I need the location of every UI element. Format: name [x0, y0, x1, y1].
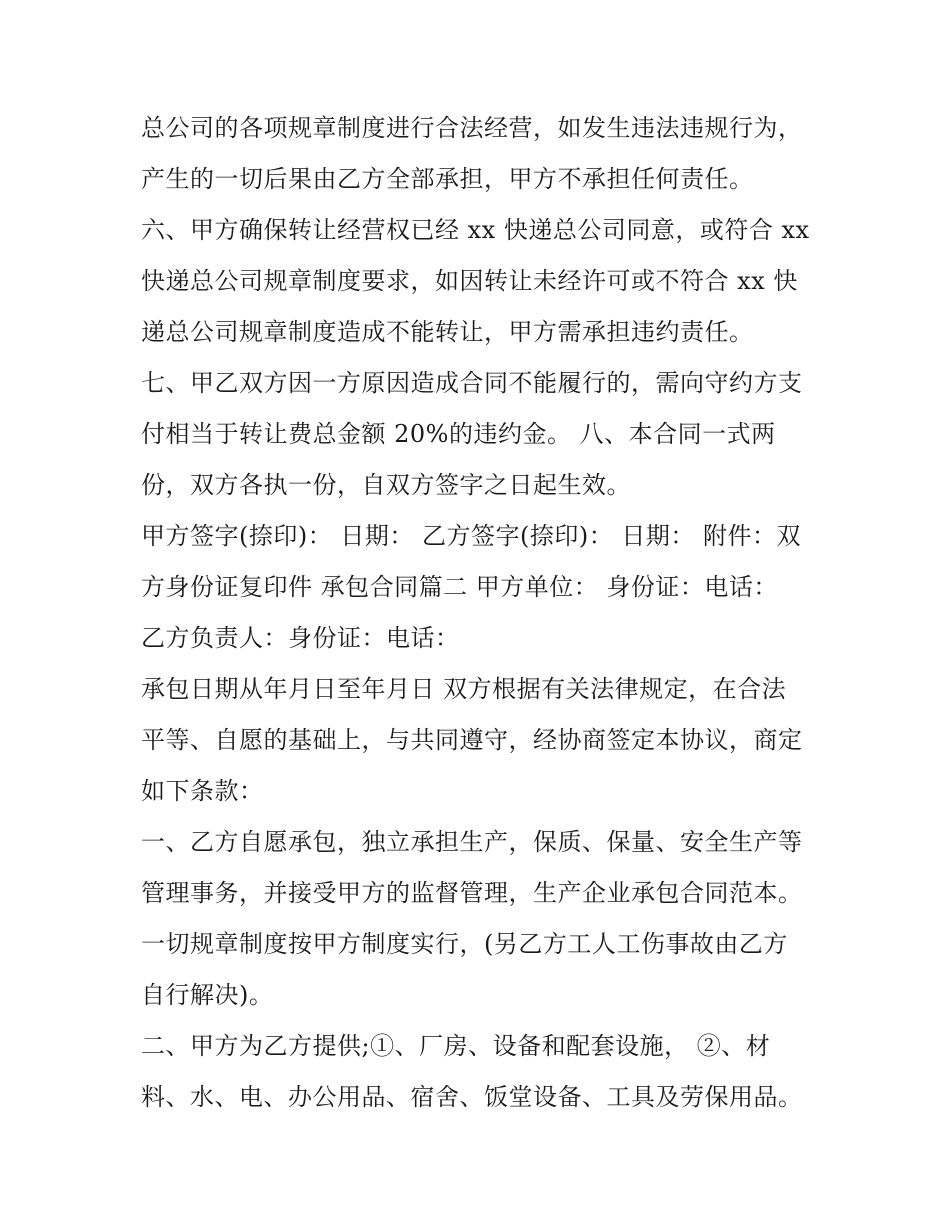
- text-line: 料、水、电、办公用品、宿舍、饭堂设备、工具及劳保用品。: [141, 1083, 803, 1111]
- signature-line: 甲方签字(捺印)： 日期： 乙方签字(捺印)： 日期： 附件：双: [141, 522, 801, 550]
- text-line: 总公司的各项规章制度进行合法经营，如发生违法违规行为，: [141, 114, 803, 142]
- text-line: 一切规章制度按甲方制度实行，(另乙方工人工伤事故由乙方: [141, 930, 788, 958]
- text-line: 管理事务，并接受甲方的监督管理，生产企业承包合同范本。: [141, 879, 803, 907]
- text-line: 七、甲乙双方因一方原因造成合同不能履行的，需向守约方支: [141, 369, 803, 397]
- text-line: 如下条款：: [141, 777, 264, 805]
- text-line: 快递总公司规章制度要求，如因转让未经许可或不符合 xx 快: [141, 267, 798, 295]
- text-line: 递总公司规章制度造成不能转让，甲方需承担违约责任。: [141, 318, 754, 346]
- text-line: 平等、自愿的基础上，与共同遵守，经协商签定本协议，商定: [141, 726, 803, 754]
- text-line: 自行解决)。: [141, 981, 274, 1009]
- text-line: 乙方负责人：身份证：电话：: [141, 624, 460, 652]
- text-line: 承包日期从年月日至年月日 双方根据有关法律规定，在合法: [141, 675, 787, 703]
- text-line: 二、甲方为乙方提供;①、厂房、设备和配套设施， ②、材: [141, 1032, 771, 1060]
- text-line: 方身份证复印件 承包合同篇二 甲方单位： 身份证：电话：: [141, 573, 778, 601]
- document-body: [141, 103, 831, 1123]
- text-line: 产生的一切后果由乙方全部承担，甲方不承担任何责任。: [141, 165, 754, 193]
- text-line: 份，双方各执一份，自双方签字之日起生效。: [141, 471, 631, 499]
- text-line: 付相当于转让费总金额 20%的违约金。 八、本合同一式两: [141, 420, 776, 448]
- text-line: 六、甲方确保转让经营权已经 xx 快递总公司同意，或符合 xx: [141, 216, 810, 244]
- text-line: 一、乙方自愿承包，独立承担生产，保质、保量、安全生产等: [141, 828, 803, 856]
